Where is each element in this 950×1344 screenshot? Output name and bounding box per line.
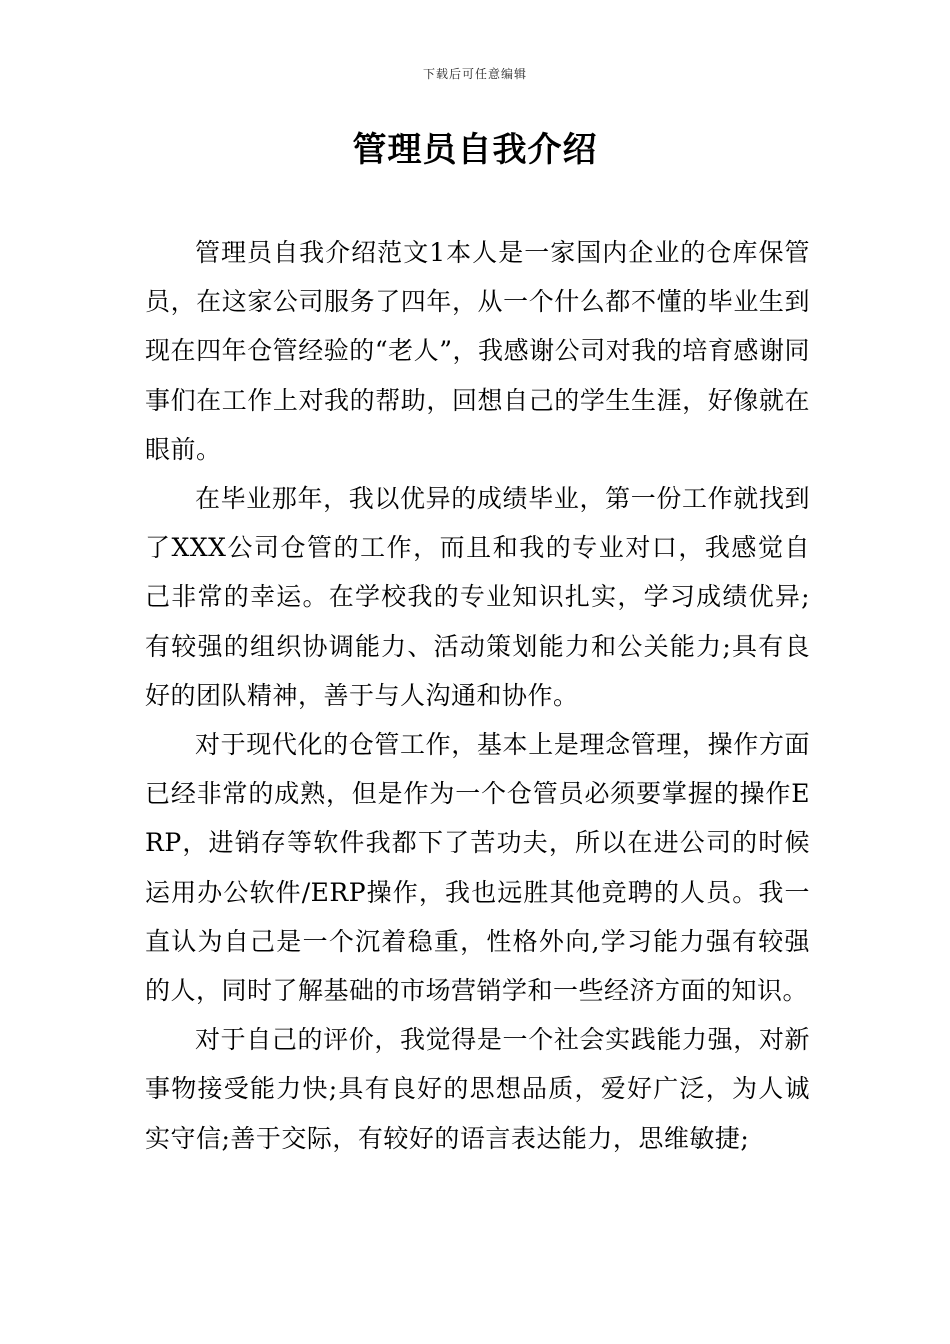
paragraph-3: 对于现代化的仓管工作，基本上是理念管理，操作方面已经非常的成熟，但是作为一个仓管员必须要掌握的操作ERP，进销存等软件我都下了苦功夫，所以在进公司的时候运用办公软件/ERP操作，我也远胜其他竞聘的人员。我一直认为自己是一个沉着稳重，性格外向,学习能力强有较强的人，同时了解基础的市场营销学和一些经济方面的知识。 xyxy=(145,730,810,1006)
paragraph-1: 管理员自我介绍范文1本人是一家国内企业的仓库保管员，在这家公司服务了四年，从一个什么都不懂的毕业生到现在四年仓管经验的“老人”，我感谢公司对我的培育感谢同事们在工作上对我的帮助，回想自己的学生生涯，好像就在眼前。 xyxy=(145,238,810,464)
paragraph-2: 在毕业那年，我以优异的成绩毕业，第一份工作就找到了XXX公司仓管的工作，而且和我的专业对口，我感觉自己非常的幸运。在学校我的专业知识扎实，学习成绩优异;有较强的组织协调能力、活动策划能力和公关能力;具有良好的团队精神，善于与人沟通和协作。 xyxy=(145,484,810,710)
paragraph-4: 对于自己的评价，我觉得是一个社会实践能力强，对新事物接受能力快;具有良好的思想品质，爱好广泛，为人诚实守信;善于交际，有较好的语言表达能力，思维敏捷; xyxy=(145,1025,810,1153)
page-title: 管理员自我介绍 xyxy=(352,130,598,170)
header-note: 下载后可任意编辑 xyxy=(422,67,527,81)
document-body xyxy=(145,228,810,1163)
